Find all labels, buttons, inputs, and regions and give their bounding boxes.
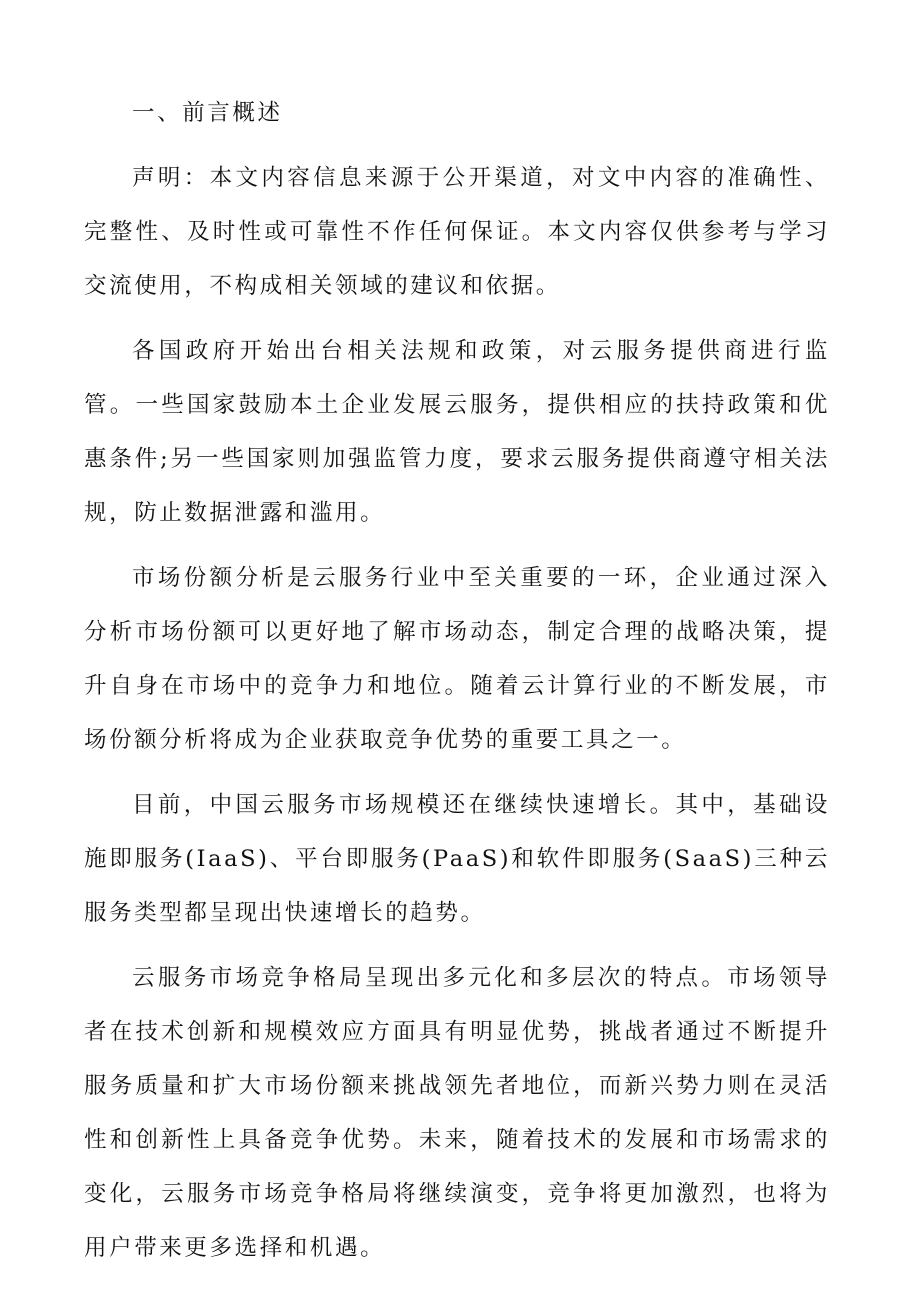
market-share-paragraph: 市场份额分析是云服务行业中至关重要的一环，企业通过深入分析市场份额可以更好地了解市场动态，制定合理的战略决策，提升自身在市场中的竞争力和地位。随着云计算行业的不断发展，市场份额分析将成为企业获取竞争优势的重要工具之一。 xyxy=(84,565,830,753)
regulation-paragraph: 各国政府开始出台相关法规和政策，对云服务提供商进行监管。一些国家鼓励本土企业发展云服务，提供相应的扶持政策和优惠条件;另一些国家则加强监管力度，要求云服务提供商遵守相关法规，防止数据泄露和滥用。 xyxy=(84,338,830,526)
document-body xyxy=(84,86,830,1286)
section-heading: 一、前言概述 xyxy=(132,100,283,126)
disclaimer-paragraph: 声明：本文内容信息来源于公开渠道，对文中内容的准确性、完整性、及时性或可靠性不作任何保证。本文内容仅供参考与学习交流使用，不构成相关领域的建议和依据。 xyxy=(84,165,830,299)
market-growth-paragraph: 目前，中国云服务市场规模还在继续快速增长。其中，基础设施即服务(IaaS)、平台即服务(PaaS)和软件即服务(SaaS)三种云服务类型都呈现出快速增长的趋势。 xyxy=(84,792,830,926)
competition-paragraph: 云服务市场竞争格局呈现出多元化和多层次的特点。市场领导者在技术创新和规模效应方面具有明显优势，挑战者通过不断提升服务质量和扩大市场份额来挑战领先者地位，而新兴势力则在灵活性和创新性上具备竞争优势。未来，随着技术的发展和市场需求的变化，云服务市场竞争格局将继续演变，竞争将更加激烈，也将为用户带来更多选择和机遇。 xyxy=(84,965,830,1261)
